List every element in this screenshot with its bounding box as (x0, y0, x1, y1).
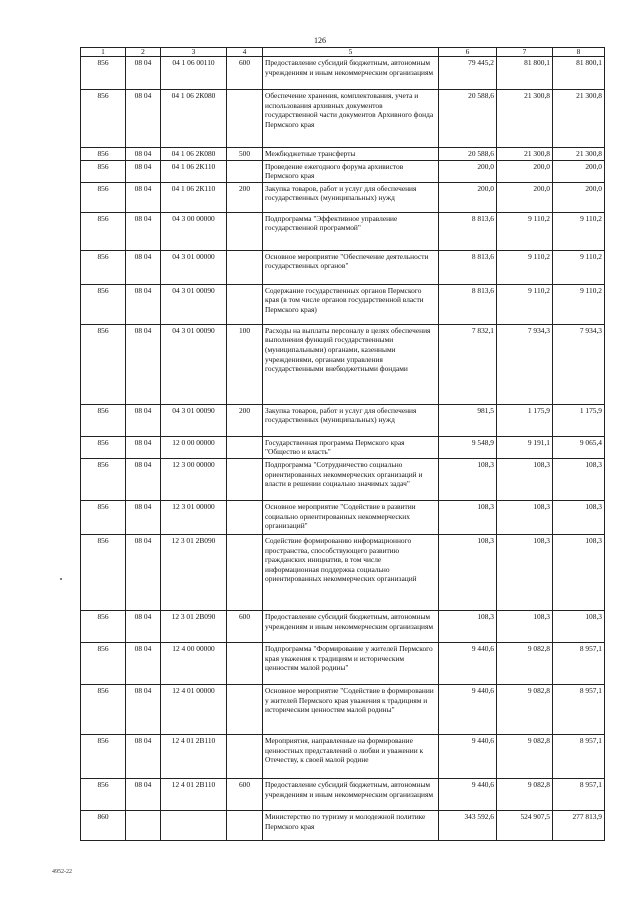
table-row (81, 810, 605, 840)
table-row (81, 324, 605, 404)
cell-amount-2025: 9 110,2 (553, 250, 605, 284)
cell-amount-2023: 981,5 (439, 404, 497, 436)
cell-amount-2023: 8 813,6 (439, 212, 497, 250)
cell-amount-2025: 108,3 (553, 610, 605, 642)
header-cell: 8 (553, 48, 605, 57)
cell-amount-2024: 9 110,2 (497, 212, 553, 250)
cell-description: Закупка товаров, работ и услуг для обеспечения государственных (муниципальных) нужд (263, 182, 439, 212)
cell-section-code: 08 04 (126, 90, 161, 148)
table-row (81, 148, 605, 161)
cell-expense-type: 100 (227, 324, 263, 404)
cell-admin-code: 856 (81, 250, 126, 284)
cell-section-code: 08 04 (126, 324, 161, 404)
cell-amount-2023: 200,0 (439, 182, 497, 212)
cell-amount-2023: 108,3 (439, 458, 497, 500)
cell-amount-2023: 108,3 (439, 534, 497, 610)
cell-amount-2024: 200,0 (497, 160, 553, 182)
table-row (81, 284, 605, 324)
cell-description: Мероприятия, направленные на формирование ценностных представлений о любви и уважении к Отечеству, к своей малой родине (263, 734, 439, 778)
cell-amount-2023: 7 832,1 (439, 324, 497, 404)
cell-admin-code: 856 (81, 436, 126, 458)
cell-section-code: 08 04 (126, 57, 161, 90)
cell-amount-2024: 108,3 (497, 458, 553, 500)
cell-admin-code: 856 (81, 90, 126, 148)
cell-expense-type: 200 (227, 182, 263, 212)
cell-amount-2025: 8 957,1 (553, 642, 605, 684)
cell-amount-2025: 21 300,8 (553, 148, 605, 161)
cell-expense-type (227, 436, 263, 458)
cell-amount-2023: 108,3 (439, 610, 497, 642)
cell-target-code: 12 4 01 00000 (161, 684, 227, 734)
cell-amount-2024: 7 934,3 (497, 324, 553, 404)
cell-amount-2024: 108,3 (497, 610, 553, 642)
cell-expense-type (227, 284, 263, 324)
cell-amount-2024: 108,3 (497, 500, 553, 534)
cell-amount-2023: 108,3 (439, 500, 497, 534)
cell-admin-code: 856 (81, 284, 126, 324)
cell-amount-2024: 9 082,8 (497, 778, 553, 810)
cell-amount-2025: 8 957,1 (553, 778, 605, 810)
cell-amount-2024: 9 082,8 (497, 734, 553, 778)
cell-admin-code: 856 (81, 148, 126, 161)
cell-amount-2025: 108,3 (553, 534, 605, 610)
cell-description: Содержание государственных органов Пермского края (в том числе органов государственной власти Пермского края) (263, 284, 439, 324)
cell-amount-2025: 7 934,3 (553, 324, 605, 404)
cell-target-code: 04 1 06 2К110 (161, 182, 227, 212)
cell-amount-2025: 9 110,2 (553, 284, 605, 324)
cell-amount-2024: 9 191,1 (497, 436, 553, 458)
cell-amount-2023: 200,0 (439, 160, 497, 182)
cell-section-code: 08 04 (126, 404, 161, 436)
cell-amount-2023: 9 548,9 (439, 436, 497, 458)
header-cell: 4 (227, 48, 263, 57)
cell-description: Межбюджетные трансферты (263, 148, 439, 161)
cell-expense-type (227, 250, 263, 284)
cell-amount-2025: 21 300,8 (553, 90, 605, 148)
cell-admin-code: 856 (81, 610, 126, 642)
cell-amount-2024: 9 110,2 (497, 284, 553, 324)
cell-amount-2023: 8 813,6 (439, 250, 497, 284)
page-number: 126 (314, 36, 326, 45)
table-row (81, 57, 605, 90)
cell-expense-type (227, 500, 263, 534)
cell-target-code: 12 4 01 2В110 (161, 778, 227, 810)
cell-amount-2024: 1 175,9 (497, 404, 553, 436)
cell-amount-2025: 200,0 (553, 182, 605, 212)
cell-target-code: 04 1 06 2К110 (161, 160, 227, 182)
table-row (81, 684, 605, 734)
cell-target-code: 04 3 01 00000 (161, 250, 227, 284)
cell-section-code: 08 04 (126, 778, 161, 810)
cell-section-code: 08 04 (126, 212, 161, 250)
cell-admin-code: 856 (81, 404, 126, 436)
table-row (81, 90, 605, 148)
table-row (81, 734, 605, 778)
header-cell: 1 (81, 48, 126, 57)
table-row (81, 642, 605, 684)
header-cell: 5 (263, 48, 439, 57)
cell-amount-2025: 9 110,2 (553, 212, 605, 250)
cell-amount-2024: 9 082,8 (497, 684, 553, 734)
cell-expense-type: 600 (227, 57, 263, 90)
cell-amount-2024: 21 300,8 (497, 90, 553, 148)
cell-expense-type (227, 534, 263, 610)
cell-admin-code: 856 (81, 642, 126, 684)
cell-admin-code: 860 (81, 810, 126, 840)
cell-amount-2024: 21 300,8 (497, 148, 553, 161)
cell-amount-2024: 200,0 (497, 182, 553, 212)
table-row (81, 182, 605, 212)
cell-amount-2025: 8 957,1 (553, 734, 605, 778)
cell-description: Основное мероприятие "Содействие в развитии социально ориентированных некоммерческих организаций" (263, 500, 439, 534)
table-row (81, 458, 605, 500)
cell-section-code: 08 04 (126, 284, 161, 324)
table-row (81, 404, 605, 436)
cell-target-code: 04 1 06 00110 (161, 57, 227, 90)
cell-amount-2025: 1 175,9 (553, 404, 605, 436)
cell-expense-type (227, 810, 263, 840)
cell-admin-code: 856 (81, 778, 126, 810)
cell-section-code: 08 04 (126, 610, 161, 642)
cell-expense-type (227, 684, 263, 734)
cell-admin-code: 856 (81, 324, 126, 404)
cell-section-code: 08 04 (126, 534, 161, 610)
table-row (81, 250, 605, 284)
cell-section-code: 08 04 (126, 182, 161, 212)
cell-amount-2023: 9 440,6 (439, 642, 497, 684)
cell-admin-code: 856 (81, 160, 126, 182)
cell-target-code: 12 4 00 00000 (161, 642, 227, 684)
table-row (81, 160, 605, 182)
footer-code: 4952-22 (52, 869, 72, 875)
cell-expense-type: 200 (227, 404, 263, 436)
cell-description: Государственная программа Пермского края "Общество и власть" (263, 436, 439, 458)
cell-section-code: 08 04 (126, 500, 161, 534)
cell-description: Министерство по туризму и молодежной политике Пермского края (263, 810, 439, 840)
cell-admin-code: 856 (81, 57, 126, 90)
cell-target-code (161, 810, 227, 840)
cell-description: Закупка товаров, работ и услуг для обеспечения государственных (муниципальных) нужд (263, 404, 439, 436)
cell-amount-2025: 277 813,9 (553, 810, 605, 840)
cell-description: Предоставление субсидий бюджетным, автономным учреждениям и иным некоммерческим организациям (263, 778, 439, 810)
cell-admin-code: 856 (81, 734, 126, 778)
cell-expense-type: 500 (227, 148, 263, 161)
cell-amount-2024: 81 800,1 (497, 57, 553, 90)
cell-target-code: 04 1 06 2К080 (161, 148, 227, 161)
cell-amount-2023: 20 588,6 (439, 148, 497, 161)
cell-amount-2023: 20 588,6 (439, 90, 497, 148)
cell-expense-type (227, 458, 263, 500)
cell-target-code: 04 3 01 00090 (161, 324, 227, 404)
header-cell: 6 (439, 48, 497, 57)
cell-amount-2025: 8 957,1 (553, 684, 605, 734)
cell-description: Содействие формированию информационного пространства, способствующего развитию гражданских инициатив, в том числе информационная поддержка социально ориентированных некоммерческих организаций (263, 534, 439, 610)
cell-target-code: 04 1 06 2К080 (161, 90, 227, 148)
header-row (81, 48, 605, 57)
cell-expense-type: 600 (227, 610, 263, 642)
cell-target-code: 12 3 01 2В090 (161, 610, 227, 642)
cell-amount-2025: 9 065,4 (553, 436, 605, 458)
cell-amount-2024: 9 110,2 (497, 250, 553, 284)
cell-description: Предоставление субсидий бюджетным, автономным учреждениям и иным некоммерческим организациям (263, 57, 439, 90)
cell-section-code: 08 04 (126, 148, 161, 161)
cell-expense-type (227, 212, 263, 250)
cell-amount-2025: 81 800,1 (553, 57, 605, 90)
cell-target-code: 04 3 01 00090 (161, 404, 227, 436)
cell-target-code: 12 4 01 2В110 (161, 734, 227, 778)
cell-amount-2023: 9 440,6 (439, 734, 497, 778)
cell-admin-code: 856 (81, 684, 126, 734)
table-row (81, 534, 605, 610)
cell-description: Основное мероприятие "Обеспечение деятельности государственных органов" (263, 250, 439, 284)
cell-description: Основное мероприятие "Содействие в формировании у жителей Пермского края уважения к традициям и историческим ценностям малой родины" (263, 684, 439, 734)
cell-amount-2024: 9 082,8 (497, 642, 553, 684)
cell-amount-2025: 200,0 (553, 160, 605, 182)
cell-section-code: 08 04 (126, 160, 161, 182)
cell-expense-type (227, 642, 263, 684)
table-body (81, 48, 605, 841)
cell-section-code: 08 04 (126, 734, 161, 778)
cell-target-code: 04 3 00 00000 (161, 212, 227, 250)
cell-section-code: 08 04 (126, 684, 161, 734)
cell-amount-2024: 524 907,5 (497, 810, 553, 840)
cell-target-code: 12 3 01 2В090 (161, 534, 227, 610)
cell-admin-code: 856 (81, 458, 126, 500)
cell-description: Подпрограмма "Сотрудничество социально ориентированных некоммерческих организаций и власти в решении социально значимых задач" (263, 458, 439, 500)
cell-expense-type: 600 (227, 778, 263, 810)
cell-amount-2025: 108,3 (553, 500, 605, 534)
cell-description: Проведение ежегодного форума архивистов Пермского края (263, 160, 439, 182)
table-row (81, 500, 605, 534)
cell-admin-code: 856 (81, 534, 126, 610)
cell-section-code (126, 810, 161, 840)
cell-section-code: 08 04 (126, 642, 161, 684)
cell-amount-2023: 343 592,6 (439, 810, 497, 840)
cell-amount-2023: 9 440,6 (439, 778, 497, 810)
cell-description: Подпрограмма "Эффективное управление государственной программой" (263, 212, 439, 250)
cell-amount-2023: 79 445,2 (439, 57, 497, 90)
cell-target-code: 12 0 00 00000 (161, 436, 227, 458)
cell-amount-2024: 108,3 (497, 534, 553, 610)
budget-table (80, 47, 605, 841)
header-cell: 3 (161, 48, 227, 57)
cell-target-code: 12 3 00 00000 (161, 458, 227, 500)
table-row (81, 610, 605, 642)
cell-description: Расходы на выплаты персоналу в целях обеспечения выполнения функций государственными (муниципальными) органами, казенными учреждениями, органами управления государственными внебюджетными фондами (263, 324, 439, 404)
cell-amount-2023: 9 440,6 (439, 684, 497, 734)
cell-expense-type (227, 734, 263, 778)
cell-target-code: 04 3 01 00090 (161, 284, 227, 324)
header-cell: 2 (126, 48, 161, 57)
cell-description: Предоставление субсидий бюджетным, автономным учреждениям и иным некоммерческим организациям (263, 610, 439, 642)
cell-section-code: 08 04 (126, 436, 161, 458)
cell-admin-code: 856 (81, 212, 126, 250)
cell-section-code: 08 04 (126, 250, 161, 284)
cell-admin-code: 856 (81, 500, 126, 534)
cell-description: Обеспечение хранения, комплектования, учета и использования архивных документов государственной части документов Архивного фонда Пермского края (263, 90, 439, 148)
cell-target-code: 12 3 01 00000 (161, 500, 227, 534)
cell-description: Подпрограмма "Формирование у жителей Пермского края уважения к традициям и историческим ценностям малой родины" (263, 642, 439, 684)
cell-admin-code: 856 (81, 182, 126, 212)
table-row (81, 436, 605, 458)
scan-mark (60, 578, 62, 580)
cell-expense-type (227, 160, 263, 182)
cell-amount-2023: 8 813,6 (439, 284, 497, 324)
cell-section-code: 08 04 (126, 458, 161, 500)
table-row (81, 212, 605, 250)
table-row (81, 778, 605, 810)
cell-expense-type (227, 90, 263, 148)
cell-amount-2025: 108,3 (553, 458, 605, 500)
header-cell: 7 (497, 48, 553, 57)
